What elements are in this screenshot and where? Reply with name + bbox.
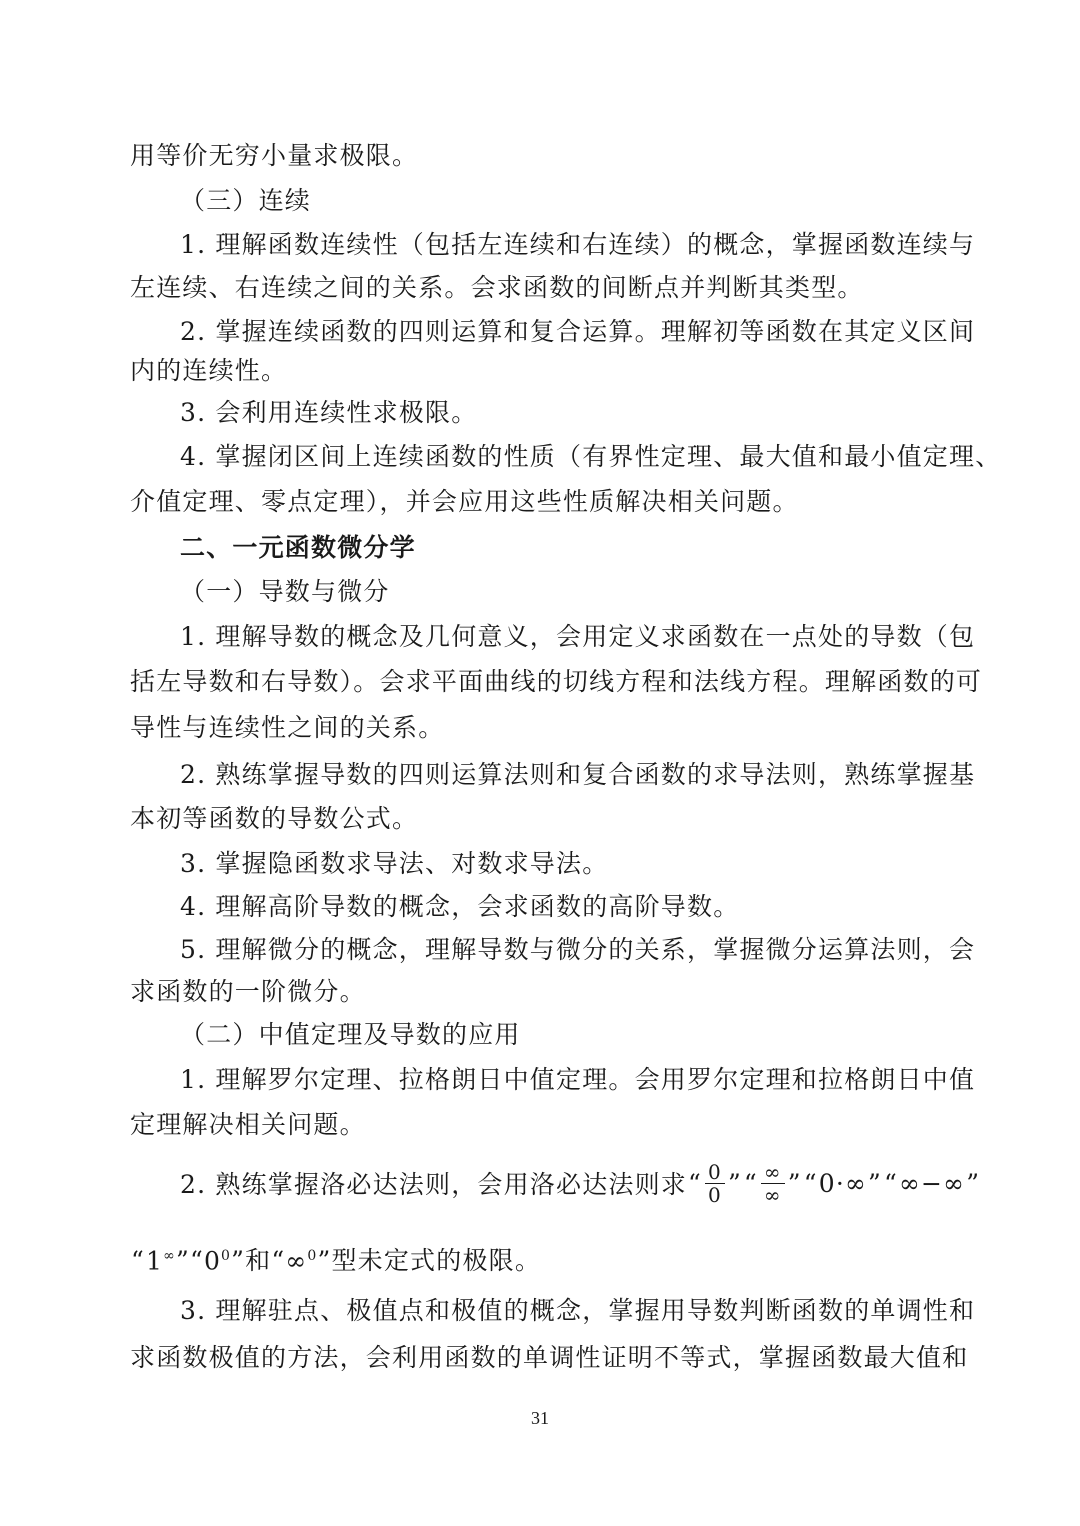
fraction-denominator: ∞ — [763, 1182, 782, 1207]
text-fragment: ”和“ — [231, 1246, 286, 1276]
form-inf-pow-zero — [285, 1240, 317, 1277]
text-line: 3. 会利用连续性求极限。 — [180, 398, 478, 427]
text-fragment: ”型未定式的极限。 — [317, 1246, 542, 1276]
quote-open: “ — [884, 1168, 898, 1198]
form-inf-minus-inf: ∞−∞ — [899, 1168, 966, 1198]
text-line: 求函数极值的方法，会利用函数的单调性证明不等式，掌握函数最大值和 — [130, 1343, 969, 1372]
text-line: 2. 掌握连续函数的四则运算和复合运算。理解初等函数在其定义区间 — [180, 317, 976, 346]
section-heading-differential-calculus: 二、一元函数微分学 — [180, 533, 416, 562]
text-line: 4. 理解高阶导数的概念，会求函数的高阶导数。 — [180, 892, 740, 921]
fraction-inf-over-inf — [761, 1161, 785, 1206]
form-one-pow-inf — [146, 1240, 176, 1277]
text-line: 1. 理解导数的概念及几何意义，会用定义求函数在一点处的导数（包 — [180, 622, 976, 651]
text-line: 5. 理解微分的概念，理解导数与微分的关系，掌握微分运算法则，会 — [180, 935, 976, 964]
page-number: 31 — [531, 1408, 549, 1428]
quote-close: ” — [727, 1168, 742, 1198]
fraction-denominator: 0 — [708, 1182, 722, 1207]
fraction-zero-over-zero — [705, 1161, 725, 1206]
quote-open: “ — [803, 1168, 818, 1198]
text-line: 1. 理解函数连续性（包括左连续和右连续）的概念，掌握函数连续与 — [180, 230, 976, 259]
quote-close: ” — [868, 1168, 883, 1198]
power-exponent: ∞ — [163, 1248, 176, 1264]
power-exponent: 0 — [221, 1248, 232, 1264]
quote-close: ” — [787, 1168, 802, 1198]
subsection-heading-continuity: （三）连续 — [180, 186, 312, 215]
text-line: 介值定理、零点定理），并会应用这些性质解决相关问题。 — [130, 487, 799, 516]
form-zero-pow-zero — [204, 1240, 231, 1277]
text-line: 导性与连续性之间的关系。 — [130, 713, 445, 742]
power-base: 0 — [203, 1246, 222, 1276]
form-zero-times-inf: 0·∞ — [818, 1168, 868, 1198]
text-line: 用等价无穷小量求极限。 — [130, 141, 419, 170]
text-line: 1. 理解罗尔定理、拉格朗日中值定理。会用罗尔定理和拉格朗日中值 — [180, 1065, 976, 1094]
text-line: 本初等函数的导数公式。 — [130, 804, 419, 833]
fraction-numerator: ∞ — [761, 1161, 785, 1184]
text-line: 左连续、右连续之间的关系。会求函数的间断点并判断其类型。 — [130, 273, 864, 302]
power-base: ∞ — [285, 1246, 308, 1276]
power-exponent: 0 — [307, 1248, 318, 1264]
fraction-numerator: 0 — [705, 1161, 725, 1184]
text-line: 3. 掌握隐函数求导法、对数求导法。 — [180, 849, 609, 878]
quote-open: “ — [743, 1168, 758, 1198]
quote-open: “ — [131, 1246, 145, 1276]
text-fragment: ”“ — [175, 1246, 204, 1276]
text-line: 内的连续性。 — [130, 356, 288, 385]
quote-close: ” — [966, 1168, 981, 1198]
quote-open: “ — [688, 1168, 702, 1198]
text-line: 4. 掌握闭区间上连续函数的性质（有界性定理、最大值和最小值定理、 — [180, 442, 1002, 471]
power-base: 1 — [145, 1246, 164, 1276]
text-fragment: 2. 熟练掌握洛必达法则，会用洛必达法则求 — [180, 1170, 688, 1199]
formula-line-indeterminate-forms — [180, 1156, 981, 1210]
subsection-heading-mean-value: （二）中值定理及导数的应用 — [180, 1020, 521, 1049]
text-line: 求函数的一阶微分。 — [130, 977, 366, 1006]
formula-line-power-forms — [130, 1240, 541, 1277]
text-line: 2. 熟练掌握导数的四则运算法则和复合函数的求导法则，熟练掌握基 — [180, 760, 976, 789]
text-line: 3. 理解驻点、极值点和极值的概念，掌握用导数判断函数的单调性和 — [180, 1296, 976, 1325]
text-line: 定理解决相关问题。 — [130, 1110, 366, 1139]
subsection-heading-derivative: （一）导数与微分 — [180, 577, 390, 606]
text-line: 括左导数和右导数）。会求平面曲线的切线方程和法线方程。理解函数的可 — [130, 667, 983, 696]
